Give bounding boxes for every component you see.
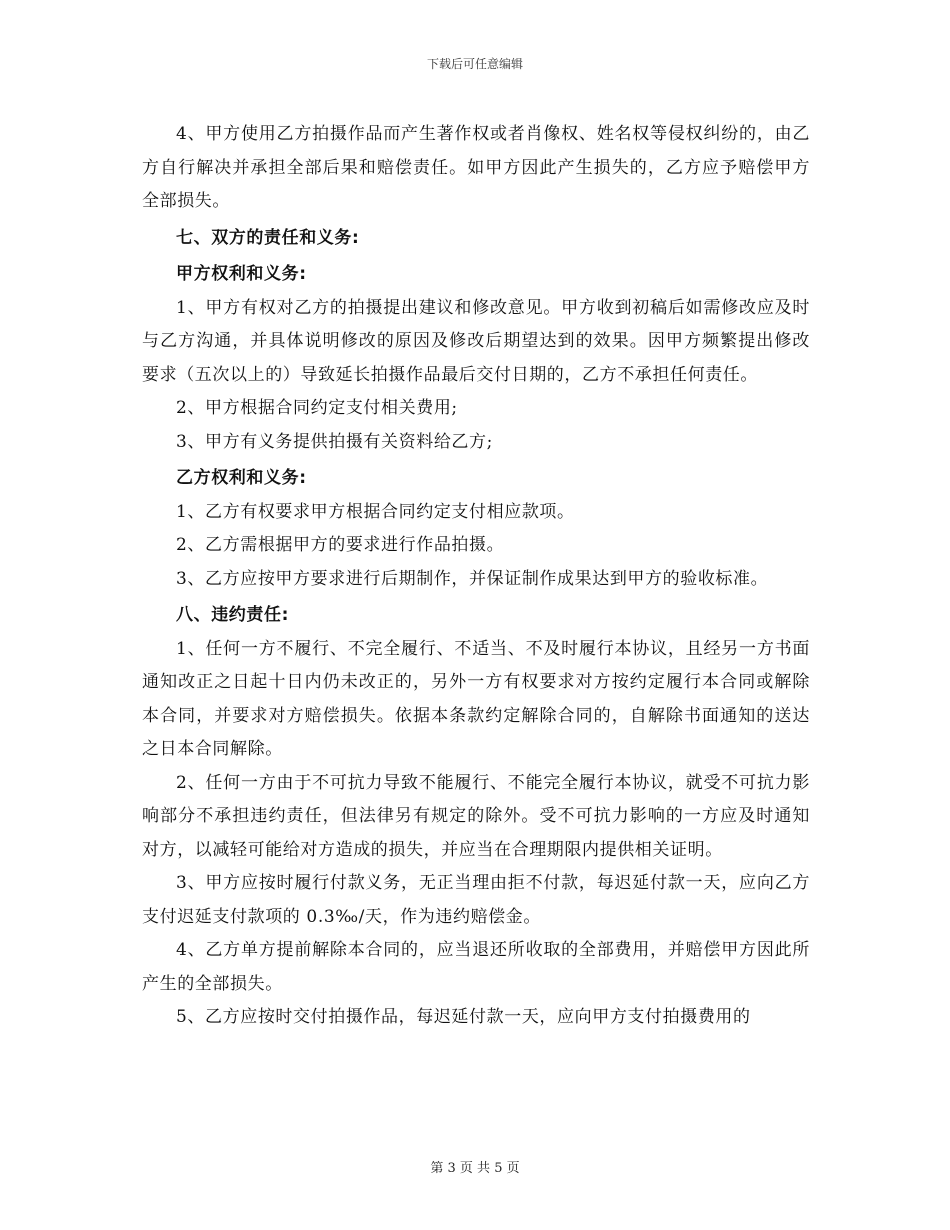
clause-paragraph: 3、乙方应按甲方要求进行后期制作，并保证制作成果达到甲方的验收标准。 — [176, 568, 769, 589]
clause-paragraph: 4、甲方使用乙方拍摄作品而产生著作权或者肖像权、姓名权等侵权纠纷的，由乙方自行解决并承担全部后果和赔偿责任。如甲方因此产生损失的，乙方应予赔偿甲方全部损失。 — [142, 124, 810, 211]
clause-paragraph: 1、甲方有权对乙方的拍摄提出建议和修改意见。甲方收到初稿后如需修改应及时与乙方沟通，并具体说明修改的原因及修改后期望达到的效果。因甲方频繁提出修改要求（五次以上的）导致延长拍摄作品最后交付日期的，乙方不承担任何责任。 — [142, 297, 810, 385]
subsection-heading: 乙方权利和义务: — [176, 468, 307, 488]
page-footer: 第 3 页 共 5 页 — [430, 1161, 520, 1176]
clause-paragraph: 2、乙方需根据甲方的要求进行作品拍摄。 — [176, 535, 505, 555]
section-heading: 八、违约责任: — [176, 605, 289, 625]
page-header: 下载后可任意编辑 — [426, 57, 523, 71]
clause-paragraph: 1、任何一方不履行、不完全履行、不适当、不及时履行本协议，且经另一方书面通知改正之日起十日内仍未改正的，另外一方有权要求对方按约定履行本合同或解除本合同，并要求对方赔偿损失。依据本条款约定解除合同的，自解除书面通知的送达之日本合同解除。 — [142, 638, 810, 759]
clause-paragraph: 3、甲方有义务提供拍摄有关资料给乙方; — [176, 431, 493, 452]
subsection-heading: 甲方权利和义务: — [176, 264, 307, 284]
clause-paragraph: 4、乙方单方提前解除本合同的，应当退还所收取的全部费用，并赔偿甲方因此所产生的全部损失。 — [142, 940, 810, 994]
clause-paragraph: 2、甲方根据合同约定支付相关费用; — [176, 398, 458, 418]
clause-paragraph: 1、乙方有权要求甲方根据合同约定支付相应款项。 — [176, 501, 575, 522]
document-body — [142, 118, 810, 1035]
clause-paragraph: 5、乙方应按时交付拍摄作品，每迟延付款一天，应向甲方支付拍摄费用的 — [176, 1007, 751, 1027]
clause-paragraph: 2、任何一方由于不可抗力导致不能履行、不能完全履行本协议，就受不可抗力影响部分不承担违约责任，但法律另有规定的除外。受不可抗力影响的一方应及时通知对方，以减轻可能给对方造成的损失，并应当在合理期限内提供相关证明。 — [142, 772, 810, 860]
section-heading: 七、双方的责任和义务: — [176, 227, 360, 248]
clause-paragraph: 3、甲方应按时履行付款义务，无正当理由拒不付款，每迟延付款一天，应向乙方支付迟延支付款项的 0.3‰/天，作为违约赔偿金。 — [142, 873, 810, 927]
